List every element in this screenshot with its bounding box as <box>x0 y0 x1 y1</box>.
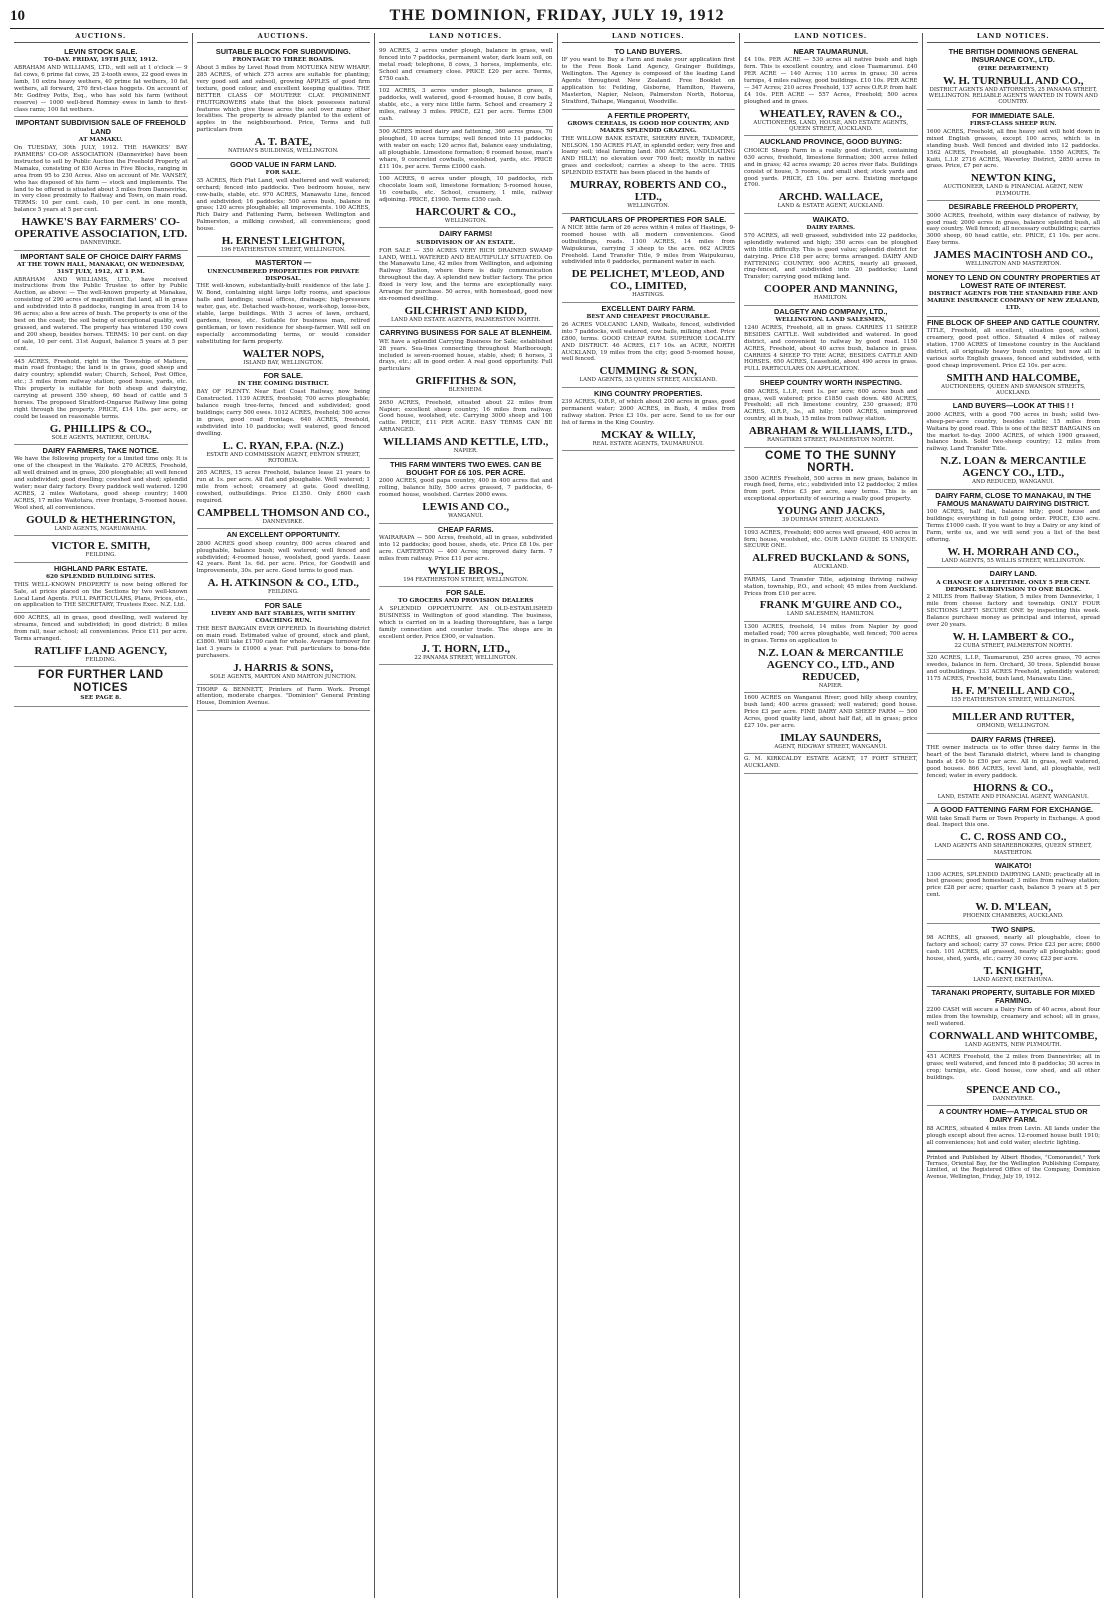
ad-agent-address: WANGANUI. <box>448 513 484 520</box>
ad-agent-name: ALFRED BUCKLAND & SONS, <box>752 552 910 565</box>
ad-body: FARMS, Land Transfer Title, adjoining thriving railway station, township, P.O., and school; 45 miles from Auckland. Prices from £10 per acre. <box>744 576 918 597</box>
advertisement <box>562 110 736 214</box>
ad-agent-address: FEILDING. <box>85 552 116 559</box>
ad-title: DAIRY FARMERS, TAKE NOTICE. <box>42 446 159 456</box>
ad-agent-address: LAND AND ESTATE AGENTS, PALMERSTON NORTH. <box>391 316 541 323</box>
ad-agent-address: WELLINGTON AND MASTERTON. <box>965 261 1062 268</box>
ad-agent-name: HIORNS & CO., <box>973 781 1054 794</box>
column-5 <box>739 33 922 1598</box>
ad-body: 1240 ACRES, Freehold, all in grass. CARRIES 11 SHEEP. BESIDES CATTLE. Well subdivided and watered. In good district, and convenient to railway by good road. 1150 ACRES, Freehold, about 40 acres bush, balance in grass. CARRIES 4 SHEEP TO THE ACRE, BESIDES CATTLE AND HORSES. 650 ACRES, Leasehold, about 490 acres in grass. FULL PARTICULARS ON APPLICATION. <box>744 324 918 373</box>
advertisement <box>927 568 1101 653</box>
ad-body: 102 ACRES, 3 acres under plough, balance grass, 8 paddocks, well watered, good 4-roomed house, 8 cow bails, stable, etc., a very nice little farm. School and creamery 2 miles, railway 3 miles. PRICE, £21 per acre. Terms £500 cash. <box>379 88 553 123</box>
ad-agent-name: A. H. ATKINSON & CO., LTD., <box>207 577 359 590</box>
column-heading: LAND NOTICES. <box>379 33 553 43</box>
ad-title: DAIRY FARMS! <box>439 229 493 239</box>
column-heading: LAND NOTICES. <box>927 33 1101 43</box>
advertisement <box>379 228 553 327</box>
advertisement <box>744 214 918 306</box>
ad-agent-name: H. F. M'NEILL AND CO., <box>951 684 1075 697</box>
advertisement <box>14 563 188 614</box>
ad-title: WAIKATO! <box>994 861 1032 871</box>
ad-agent-name: C. C. ROSS AND CO., <box>960 831 1067 844</box>
ad-agent-name: WYLIE BROS., <box>427 564 504 577</box>
advertisement <box>927 734 1101 804</box>
ad-body: 680 ACRES, L.I.P., rent 1s. per acre; 600 acres bush and grass, well watered; price £1850 cash down. 480 ACRES, Freehold; all rich limestone country, 230 grassed; 870 ACRES, O.R.P., 3s., all hilly; 1000 ACRES, unimproved country, all in bush, 15 miles from railway station. <box>744 388 918 423</box>
ad-subtitle: DAIRY FARMS. <box>806 225 856 232</box>
ad-agent-name: LEWIS AND CO., <box>422 501 510 514</box>
ad-body: 2 MILES from Railway Station, 5 miles from Dannevirke, 1 mile from cheese factory and township. ONLY FOUR SECTIONS LEFT! SECURE ONE by inspecting this week. Balance purchase money as principal and interest, spread over 20 years. <box>926 594 1100 629</box>
ad-agent-address: 196 FEATHERSTON STREET, WELLINGTON. <box>220 247 346 254</box>
advertisement <box>14 667 188 707</box>
ad-agent-name: N.Z. LOAN & MERCANTILE AGENCY CO., LTD., AND REDUCED, <box>757 646 904 683</box>
advertisement <box>927 924 1101 987</box>
advertisement <box>379 587 553 665</box>
advertisement <box>14 536 188 562</box>
ad-agent-name: CORNWALL AND WHITCOMBE, <box>929 1029 1098 1042</box>
ad-subtitle: FIRST-CLASS SHEEP RUN. <box>969 121 1057 128</box>
ad-body: A SPLENDID OPPORTUNITY. AN OLD-ESTABLISHED BUSINESS in Wellington of good standing. The business, which is carried on in a leading thoroughfare, has a large family connection and counter trade. The shops are in excellent order. Price £900, or valuation. <box>379 606 553 640</box>
advertisement <box>197 370 371 468</box>
ad-title: FOR SALE. <box>263 371 303 380</box>
advertisement <box>197 685 371 712</box>
ad-body: 35 ACRES, Rich Flat Land, well sheltered and well watered; orchard; fenced into paddocks. Two bedroom house, new cow-bails, stable, etc. 970 ACRES, Manawatu Line, fenced and subdivided; 16 paddocks; 500 acres bush, balance in grass; 120 acres ploughable; all improvements. 100 ACRES, Rich Dairy and Fattening Farm, between Wellington and Palmerston, a milking cowshed, all conveniences; good house. <box>196 177 370 233</box>
ad-body: 3000 ACRES, freehold, within easy distance of railway, by good road; 2000 acres in grass, balance splendid bush, all easy country. Well fenced; all necessary outbuildings; carries 3000 sheep, 60 head cattle, etc. PRICE, £1 10s. per acre. Easy terms. <box>926 212 1100 247</box>
ad-agent-address: WELLINGTON. <box>627 203 670 210</box>
ad-body: 500 ACRES mixed dairy and fattening, 360 acres grass, 70 ploughed, 10 acres turnips; well fenced into 11 paddocks; with water on each; 120 acres flat, balance easy undulating, all ploughable. Limestone formation; 6 roomed house, man's whare, 9 concreted cowbails, woolshed, yards, etc. PRICE £11 10s. per acre. Terms £3000 cash. <box>379 128 553 170</box>
ad-title: THIS FARM WINTERS TWO EWES. CAN BE BOUGHT FOR £6 10S. PER ACRE. <box>389 459 542 477</box>
ad-body: 26 ACRES VOLCANIC LAND, Waikato, fenced, subdivided into 7 paddocks, well watered, cow bails, milking shed. Price £800, terms. GOOD CHEAP FARM. SUPERIOR LOCALITY AND DISTRICT. 46 ACRES, £17 10s. an ACRE, NORTH AUCKLAND, 19 miles from the city; good 5-roomed house, well fenced. <box>561 321 735 363</box>
column-heading: LAND NOTICES. <box>562 33 736 43</box>
ad-agent-address: AUCKLAND. <box>813 564 849 571</box>
ad-agent-name: YOUNG AND JACKS, <box>776 505 885 518</box>
ad-body: On TUESDAY, 30th JULY, 1912. THE HAWKES' BAY FARMERS' CO-OP. ASSOCIATION (Dannevirke) have been instructed to sell by Public Auction the Freehold Property at Mamaku, consisting of 830 Acres in Five Blocks, ranging in area from 95 to 230 Acres. Also on account of Mr. VANSEY, who has disposed of his farm — stock and implements. The land to be offered is situated about 3 miles from Dannevirke, in very close proximity to Railway and Town, on main road. TERMS: 10 per cent. cash, 10 per cent. in one month, balance 5 years at 5 per cent. <box>14 145 188 214</box>
ad-agent-address: HAMILTON. <box>814 295 848 302</box>
ad-body: 99 ACRES, 2 acres under plough, balance in grass, well fenced into 7 paddocks, permanent water, dark loam soil, on metal road; telephone, 8 cows, 3 horses, implements, etc. School and creamery close. PRICE £20 per acre. Terms, £750 cash. <box>379 47 553 82</box>
advertisement <box>927 400 1101 489</box>
ad-title: EXCELLENT DAIRY FARM. <box>601 303 696 313</box>
ad-subtitle: FOR SALE. <box>265 169 301 176</box>
ad-title: SHEEP COUNTRY WORTH INSPECTING. <box>759 378 902 388</box>
ad-agent-name: GILCHRIST AND KIDD, <box>404 304 527 317</box>
ad-title: MASTERTON — <box>255 258 312 268</box>
ad-subtitle: TO GROCERS AND PROVISION DEALERS <box>398 598 534 605</box>
ad-body: 98 ACRES, all grassed, nearly all ploughable, close to factory and school; carry 37 cows. Price £23 per acre; £600 cash. 101 ACRES, all grassed, nearly all ploughable; good house, shed, yards, etc.; carry 30 cows; £23 per acre. <box>926 934 1100 962</box>
advertisement <box>14 357 188 446</box>
ad-title: DALGETY AND COMPANY, LTD., <box>774 306 888 316</box>
ad-agent-name: HAWKE'S BAY FARMERS' CO-OPERATIVE ASSOCIATION, LTD. <box>14 216 188 241</box>
ad-body: 2800 ACRES good sheep country, 800 acres cleared and ploughable, balance bush; well watered; well fenced and subdivided; 4-roomed house, woolshed, good yards. Lease 42 years. Rent 1s. 6d. per acre. Price, for Goodwill and Improvements, 30s. per acre. Good terms to good man. <box>196 540 370 575</box>
advertisement <box>927 804 1101 860</box>
ad-title: A GOOD FATTENING FARM FOR EXCHANGE. <box>933 805 1094 815</box>
ad-agent-address: DANNEVIRKE. <box>262 518 304 525</box>
ad-title: PARTICULARS OF PROPERTIES FOR SALE. <box>570 214 727 224</box>
ad-subtitle: 620 SPLENDID BUILDING SITES. <box>45 573 156 580</box>
ad-agent-address: DISTRICT AGENTS AND ATTORNEYS, 25 PANAMA STREET, WELLINGTON. RELIABLE AGENTS WANTED IN TOWN AND COUNTRY. <box>928 86 1098 106</box>
ad-title: DAIRY FARMS (THREE). <box>970 734 1056 744</box>
ad-subtitle: FRONTAGE TO THREE ROADS. <box>232 57 334 64</box>
ad-body: 445 ACRES, Freehold, right in the Township of Matiere, main road frontage; the land is in grass, good sheep and dairy country; splendid water; Church, School, Post Office, etc.; 3 miles from railway station; good house, yards, etc. This property is suitable for both sheep and dairying, carrying at present 350 sheep, 60 head of cattle and 5 horses. The proposed Stratford-Ongarue Railway line going right through the property. PRICE, £14 10s. per acre, or could be leased on reasonable terms. <box>14 358 188 420</box>
ad-subtitle: IN THE COMING DISTRICT. <box>237 381 329 388</box>
ad-agent-address: LAND AGENTS, NEW PLYMOUTH. <box>965 1041 1062 1048</box>
ad-agent-name: L. C. RYAN, F.P.A. (N.Z.) <box>222 439 344 452</box>
ad-agent-name: ARCHD. WALLACE, <box>778 191 883 204</box>
advertisement <box>14 251 188 357</box>
ad-agent-address: SOLE AGENTS, MARTON AND MARTON JUNCTION. <box>209 674 357 681</box>
ad-agent-address: 194 FEATHERSTON STREET, WELLINGTON. <box>403 576 529 583</box>
ad-agent-address: REAL ESTATE AGENTS, TAUMARUNUI. <box>592 440 704 447</box>
ad-body: 1093 ACRES, Freehold; 600 acres well grassed, 400 acres in fern; house, woolshed, etc. OUR LAND GUIDE IS UNIQUE. SECURE ONE. <box>744 529 918 550</box>
ad-agent-address: ORMOND, WELLINGTON. <box>976 723 1050 730</box>
advertisement <box>14 445 188 536</box>
advertisement <box>379 459 553 524</box>
ad-agent-name: IMLAY SAUNDERS, <box>780 731 882 744</box>
advertisement <box>379 524 553 587</box>
ad-title: IMPORTANT SUBDIVISION SALE OF FREEHOLD LAND <box>15 118 186 136</box>
ad-agent-address: LAND AGENTS, 55 WILLIS STREET, WELLINGTON. <box>941 557 1086 564</box>
ad-agent-name: A. T. BATE, <box>254 136 312 149</box>
ad-agent-name: WALTER NOPS, <box>242 347 324 360</box>
column-4 <box>557 33 740 1598</box>
advertisement <box>14 117 188 250</box>
ad-body: £4 10s. PER ACRE — 530 acres all native bush and high fern. This is excellent country, and close Tuamarunui. £40 PER ACRE — 140 Acres; 110 acres in grass; 30 acres turnips, 4 miles railway, good buildings. £10 10s. PER ACRE — 347 Acres; 210 acres Freehold, 137 acres O.R.P. from half. £4 10s. PER ACRE — 557 Acres, Freehold; 500 acres ploughed and in grass. <box>744 57 918 105</box>
ad-body: THE BEST BARGAIN EVER OFFERED. In flourishing district on main road. Estimated value of ground, stock and plant, £3800. Will take £1700 cash for whole. Average turnover for last 3 years is £1000 a year. Full particulars to bona-fide purchasers. <box>196 625 370 660</box>
ad-subtitle: SEE PAGE 8. <box>80 695 122 702</box>
ad-agent-name: W. D. M'LEAN, <box>975 901 1052 914</box>
ad-body: A NICE little farm of 26 acres within 4 miles of Hastings, 9-roomed house with all modern conveniences. Good outbuildings, roads. 1100 ACRES, 14 miles from Waipukurau, carrying 3 sheep to the acre. 662 ACRES Freehold. Land Transfer Title, 9 miles from Waipukurau, subdivided into 6 paddocks, permanent water in each. <box>561 224 735 266</box>
ad-title: DESIRABLE FREEHOLD PROPERTY, <box>948 202 1078 212</box>
ad-agent-address: LAND SALESMEN, HAMILTON. <box>786 611 875 618</box>
advertisement <box>744 754 918 774</box>
ad-body: 1300 ACRES, SPLENDID DAIRYING LAND; practically all in best grasses; good homestead; 3 miles from railway station; price £28 per acre; quarter cash, balance 5 years at 5 per cent. <box>926 871 1100 899</box>
ad-agent-name: SMITH AND HALCOMBE, <box>946 371 1081 384</box>
ad-subtitle: UNENCUMBERED PROPERTIES FOR PRIVATE DISPOSAL. <box>207 268 360 282</box>
advertisement <box>197 529 371 599</box>
ad-body: We have the following property for a limited time only. It is one of the cheapest in the Waikato. 270 ACRES, Freehold, all well drained and in grass, 200 ploughable; all well fenced and subdivided; good dwelling; cowshed and shed; splendid water; near dairy factory. Every paddock well watered. 1290 ACRES, 2 miles Waitotara, good sheep country; 1400 ACRES, 17 miles Waitotara, river frontage, 5-roomed house. Wool shed, all conveniences. <box>14 456 188 511</box>
ad-subtitle: WELLINGTON. LAND SALESMEN, <box>775 317 886 324</box>
advertisement <box>927 1106 1101 1151</box>
ad-agent-address: AND REDUCED, WANGANUI. <box>972 479 1055 486</box>
ad-body: CHOICE Sheep Farm in a really good district, containing 630 acres, freehold, limestone formation; 300 acres felled and in grass; 42 acres swamp; 20 acres river flats. Buildings consist of house, 5 rooms, and small shed; stock yards and good yards. PRICE, £5 10s. per acre. Existing mortgage £700. <box>744 147 918 189</box>
ad-subtitle: A CHANCE OF A LIFETIME. ONLY 5 PER CENT. DEPOSIT. SUBDIVISION TO ONE BLOCK. <box>936 579 1091 593</box>
ad-title: MONEY TO LEND ON COUNTRY PROPERTIES AT LOWEST RATE OF INTEREST. <box>926 272 1100 290</box>
column-6 <box>922 33 1105 1598</box>
ad-agent-name: CUMMING & SON, <box>599 365 697 378</box>
ad-title: A FERTILE PROPERTY, <box>607 110 690 120</box>
ad-agent-name: RATLIFF LAND AGENCY, <box>34 644 168 657</box>
ad-body: 2200 CASH will secure a Dairy Farm of 40 acres, about four miles from the township, creamery and school; all in grass, well watered. <box>926 1006 1100 1027</box>
ad-agent-name: GOULD & HETHERINGTON, <box>26 513 176 526</box>
ad-body: BAY OF PLENTY. Near East Coast Railway, now being Constructed. 1139 ACRES, freehold; 700 acres ploughable; balance rough tree-ferns, fenced and subdivided; good buildings; carry 500 ewes. 1012 ACRES, freehold; 500 acres in grass, good road frontage. 640 ACRES, freehold, subdivided into 10 paddocks; well watered, good fenced dwelling. <box>196 389 370 437</box>
ad-body: 1300 ACRES, freehold, 14 miles from Napier by good metalled road; 700 acres ploughable, well fenced; 700 acres in grass. Terms on application to <box>744 623 918 644</box>
ad-agent-address: DANNEVIRKE. <box>992 1095 1034 1102</box>
ad-agent-address: AUCTIONEER, LAND & FINANCIAL AGENT, NEW PLYMOUTH. <box>943 184 1083 197</box>
ad-title: SUITABLE BLOCK FOR SUBDIVIDING. <box>215 46 351 56</box>
ad-agent-name: MCKAY & WILLY, <box>601 428 696 441</box>
ad-agent-address: LAND AGENTS, NGARUAWAHIA. <box>54 525 147 532</box>
ad-agent-address: LAND & ESTATE AGENT, AUCKLAND. <box>777 203 884 210</box>
ad-body: 320 ACRES, L.I.P., Taumarunui, 250 acres grass, 70 acres swedes, balance in fern. Orchard, 30 trees. Splendid house and outbuildings. 133 ACRES Freehold, splendidly watered; 1175 ACRES, Freehold, bush land, Manawatu Line. <box>926 655 1100 683</box>
ad-body: IF you want to Buy a Farm and make your application first to the Free Book Land Agency, Grainger Buildings, Wellington. The Agency is composed of the leading Land Agents throughout New Zealand. Free Booklet on application to: Feilding, Gisborne, Hamilton, Hawera, Masterton, Napier, Nelson, Palmerston North, Rotorua, Stratford, Taihape, Wanganui, Woodville. <box>561 57 735 105</box>
ad-title: DAIRY LAND. <box>989 569 1037 579</box>
ad-title: FOR IMMEDIATE SALE. <box>972 110 1055 120</box>
ad-agent-name: W. H. TURNBULL AND CO., <box>942 74 1084 87</box>
advertisement <box>379 398 553 459</box>
ad-title: TARANAKI PROPERTY, SUITABLE FOR MIXED FARMING. <box>931 988 1096 1006</box>
ad-agent-address: NATHAN'S BUILDINGS, WELLINGTON. <box>227 148 339 155</box>
advertisement <box>562 303 736 388</box>
ad-agent-address: 22 CUBA STREET, PALMERSTON NORTH. <box>954 642 1073 649</box>
ad-agent-address: BLENHEIM. <box>448 387 483 394</box>
ad-agent-address: SOLE AGENTS, MATIERE, OHURA. <box>51 434 150 441</box>
ad-agent-name: GRIFFITHS & SON, <box>415 375 517 388</box>
ad-title: CARRYING BUSINESS FOR SALE AT BLENHEIM. <box>379 328 552 338</box>
advertisement <box>379 46 553 87</box>
ad-title: WAIKATO. <box>812 214 849 224</box>
ad-body: 100 ACRES, half flat, balance hilly; good house and buildings; everything in full going order. PRICE, £30 acre. Terms £1000 cash. If you want to buy a Dairy or any kind of Farm, write us, and we will send you a list of the best offering. <box>926 509 1100 544</box>
advertisement <box>744 136 918 213</box>
advertisement <box>927 46 1101 110</box>
ad-title: TWO SNIPS. <box>991 924 1036 934</box>
advertisement <box>14 613 188 667</box>
advertisement <box>744 306 918 378</box>
ad-agent-address: LAND AGENTS, 33 QUEEN STREET, AUCKLAND. <box>579 377 717 384</box>
ad-body: About 3 miles by Level Road from MOTUEKA NEW WHARF. 285 ACRES, of which 275 acres are suitable for planting; very good soil and subsoil, growing APPLES of good firm texture, good colour, and excellent keeping qualities. THE BETTER CLASS OF MOUTERE CLAY. PROMINENT FRUITGROWERS state that the block possesses natural features which give these acres the soil over many other localities. The property is already planted to the extent of apples in the neighbourhood. Price, Terms and full particulars from <box>196 65 370 134</box>
ad-body: ABRAHAM AND WILLIAMS, LTD., will sell at 1 o'clock — 9 fat cows, 6 prime fat cows, 25 2-tooth ewes, 22 good ewes in lamb, 10 extra heavy wethers, 40 prime fat wethers, 10 fat wethers, all forward, 270 first-class hoggets. On account of Mr. Godfrey Potts, Esq., who has sold his farm (without reserve) — 1000 well-bred Romney ewes in lamb to first-class rams; 100 fat wethers. <box>14 65 188 113</box>
ad-agent-address: ISLAND BAY, WELLINGTON. <box>243 359 324 366</box>
column-1 <box>10 33 192 1598</box>
advertisement <box>744 693 918 754</box>
ad-agent-address: FEILDING. <box>85 656 116 663</box>
ad-body: TITLE, Freehold, all excellent, situation good, school, creamery, good post office. Situated 4 miles of railway station. 1700 ACRES of limestone country in the Auckland district, all originally heavy bush country, but now all in various sorts English grasses, fenced and subdivided, with good cheap improvement. Price £2 10s. per acre. <box>926 328 1100 369</box>
ad-title: HIGHLAND PARK ESTATE. <box>53 563 148 573</box>
advertisement <box>927 272 1101 317</box>
ad-agent-address: LAND AGENT, EKETAHUNA. <box>973 976 1054 983</box>
ad-agent-address: 155 FEATHERSTON STREET, WELLINGTON. <box>950 696 1076 703</box>
ad-subtitle: SUBDIVISION OF AN ESTATE. <box>416 239 516 246</box>
advertisement <box>744 575 918 622</box>
ad-body: THE owner instructs us to offer three dairy farms in the heart of the best Taranaki district, where land is changing hands at £40 to £50 per acre. All in grass, well watered, good houses. 866 ACRES, level land, all ploughable, well fenced; water in every paddock. <box>926 745 1100 779</box>
ad-body: Will take Small Farm or Town Property in Exchange. A good deal. Inspect this one. <box>926 815 1100 829</box>
column-3 <box>374 33 557 1598</box>
advertisement <box>197 468 371 529</box>
ad-agent-address: FEILDING. <box>268 589 299 596</box>
ad-title: GOOD VALUE IN FARM LAND. <box>230 159 337 169</box>
advertisement <box>379 174 553 228</box>
ad-body: 2000 ACRES, good papa country, 400 in 400 acres flat and rolling, balance hilly, 500 acres grassed, 7 paddocks, 6-roomed house, woolshed. Carries 2000 ewes. <box>379 478 553 499</box>
ad-subtitle: BEST AND CHEAPEST PROCURABLE. <box>586 314 711 321</box>
advertisement <box>14 46 188 118</box>
ad-body: WE have a splendid Carrying Business for Sale; established 28 years. Sea-lines connecting throughout Marlborough; included is seven-roomed house, stable, shed; 6 horses, 3 drays, etc.; all in good order. A real good opportunity. Full particulars <box>379 338 553 373</box>
ad-body: 239 ACRES, O.R.P., of which about 200 acres in grass, good permanent water; 2000 ACRES, in Bush, 4 miles from railway station. Price £3 10s. per acre. Send to us for our list of farms in the King Country. <box>561 399 735 426</box>
ad-body: ABRAHAM AND WILLIAMS, LTD., have received instructions from the Public Trustee to offer by Public Auction, as above: — The well-known property at Manakau, consisting of 290 acres of magnificent flat land, all in grass and subdivided into 8 paddocks, ranging in area from 14 to 96 acres; also a few acres of bush. The property is one of the best on the coast; the soil being of exceptional quality, well grassed, and watered. The property has wintered 150 cows and 200 sheep, besides horses. TERMS: 10 per cent. on day of sale, 10 per cent. 31st August, balance 5 years at 5 per cent. <box>14 276 188 352</box>
column-heading: LAND NOTICES. <box>744 33 918 43</box>
ad-title: FOR SALE. <box>446 587 486 597</box>
column-heading: AUCTIONS. <box>197 33 371 43</box>
ad-agent-address: LAND, ESTATE AND FINANCIAL AGENT, WANGANUI. <box>937 793 1089 800</box>
ad-subtitle: LIVERY AND BAIT STABLES, WITH SMITHY COACHING RUN. <box>211 611 356 624</box>
newspaper-title: THE DOMINION, FRIDAY, JULY 19, 1912 <box>389 7 725 24</box>
ad-agent-address: NAPIER. <box>818 682 843 689</box>
ad-agent-address: DANNEVIRKE. <box>80 240 122 247</box>
ad-title: AN EXCELLENT OPPORTUNITY. <box>226 530 340 540</box>
advertisement <box>379 86 553 127</box>
ad-subtitle: (FIRE DEPARTMENT) <box>977 65 1049 72</box>
ad-agent-name: N.Z. LOAN & MERCANTILE AGENCY CO., LTD., <box>940 455 1087 480</box>
ad-agent-address: ESTATE AND COMMISSION AGENT, FENTON STREET, ROTORUA. <box>206 451 361 464</box>
ad-agent-name: COOPER AND MANNING, <box>763 283 898 296</box>
ad-title: CHEAP FARMS. <box>437 524 494 534</box>
ad-title: LAND BUYERS—LOOK AT THIS ! ! <box>952 401 1074 411</box>
ad-agent-name: MURRAY, ROBERTS AND CO., LTD., <box>570 179 727 204</box>
publisher-imprint: Printed and Published by Albert Rhodes, "Comorandel," York Terrace, Oriental Bay, for the Wellington Publishing Company, Limited, at the Registered Office of the Company, Dominion Avenue, Wellington, Friday, July 19, 1912. <box>927 1151 1101 1181</box>
ad-subtitle: DISTRICT AGENTS FOR THE STANDARD FIRE AND MARINE INSURANCE COMPANY OF NEW ZEALAND, LTD. <box>927 291 1100 311</box>
ad-body: THORP & BENNETT, Printers of Farm Work. Prompt attention, moderate charges. "Dominion" General Printing House, Dominion Avenue. <box>196 686 370 707</box>
ad-agent-address: LAND AGENTS AND SHAREBROKERS, QUEEN STREET, MASTERTON. <box>934 843 1092 856</box>
ad-body: WAIRARAPA — 500 Acres, freehold, all in grass, subdivided into 12 paddocks; good house, sheds, etc. Price £8 10s. per acre. CARTERTON — 400 Acres; improved dairy farm. 7 miles from railway. Price £11 per acre. <box>379 534 553 562</box>
ad-title: FOR SALE <box>264 600 302 610</box>
advertisement <box>197 46 371 159</box>
ad-agent-name: H. ERNEST LEIGHTON, <box>221 235 345 248</box>
ad-agent-address: AGENT, RIDGWAY STREET, WANGANUI. <box>774 743 888 750</box>
ad-title: KING COUNTRY PROPERTIES. <box>594 388 703 398</box>
advertisement <box>927 987 1101 1052</box>
ad-agent-name: W. H. MORRAH AND CO., <box>947 545 1080 558</box>
page-number: 10 <box>10 7 25 24</box>
ad-agent-name: W. H. LAMBERT & CO., <box>952 630 1074 643</box>
ad-title: FOR FURTHER LAND NOTICES <box>37 669 164 694</box>
column-2 <box>192 33 375 1598</box>
ad-agent-name: CAMPBELL THOMSON AND CO., <box>197 506 370 519</box>
advertisement <box>927 110 1101 201</box>
ad-title: LEVIN STOCK SALE. <box>64 46 138 56</box>
advertisement <box>744 46 918 137</box>
advertisement <box>927 707 1101 733</box>
ad-body: 88 ACRES, situated 4 miles from Levin. All lands under the plough except about five acres. 12-roomed house built 1910; all conveniences; hot and cold water, electric lighting. <box>926 1125 1100 1146</box>
ad-body: FOR SALE — 350 ACRES VERY RICH DRAINED SWAMP LAND, WELL WATERED AND BEAUTIFULLY SITUATED. On the Manawatu Line, 42 miles from Wellington, and adjoining Railway Station, where there is daily communication throughout the day. A splendid new butter factory. The price fixed is very low, and the terms are exceptionally easy. Arrange for purchase. 50 acres, with homestead, good new six-roomed dwelling. <box>379 247 553 302</box>
ad-agent-address: 39 DURHAM STREET, AUCKLAND. <box>782 517 880 524</box>
advertisement <box>562 388 736 451</box>
ad-agent-name: J. T. HORN, LTD., <box>421 642 510 655</box>
ad-body: 570 ACRES, all well grassed, subdivided into 22 paddocks, splendidly watered and high; 350 acres can be ploughed with little difficulty. This is good value; splendid district for dairying. Price £18 per acre; terms arranged. DAIRY AND FATTENING COUNTRY. 900 ACRES, nearly all grassed, ring-fenced, and subdivided into 20 paddocks; Land Transfer; carrying good milking land. <box>744 232 918 281</box>
ad-agent-address: HASTINGS. <box>632 292 665 299</box>
advertisement <box>197 257 371 370</box>
ad-agent-name: T. KNIGHT, <box>983 964 1043 977</box>
advertisement <box>927 653 1101 707</box>
ad-body: 1600 ACRES on Wanganui River; good hilly sheep country, bush land; 400 acres grassed; well watered; good house. Price £3 per acre. FINE DAIRY AND SHEEP FARM — 500 Acres, good quality land, about half flat, all in grass; price £27 10s. per acre. <box>744 694 918 729</box>
ad-body: THE WILLOW BANK ESTATE, SHERRY RIVER, TADMORE, NELSON. 150 ACRES FLAT, in splendid order; very free and loamy soil; ideal farming land. 800 ACRES, UNDULATING AND HILLY; no elevation over 700 feet; mostly in native grass and cocksfoot; carries a sheep to the acre. THIS SPLENDID ESTATE has been placed in the hands of <box>561 135 735 177</box>
advertisement <box>562 214 736 303</box>
ad-body: THE well-known, substantially-built residence of the late J. W. Bond, containing eight large lofty rooms, and spacious halls and landings; usual offices, drainage; high-pressure water, gas, etc. Detached wash-house, work-shop, loose-box, stable, large buildings. With 3 acres of lawn, orchard, gardens, trees, etc. Suitable for business man, retired gentleman, or town residence for sheep-farmer. Will sell on especially accommodating terms, or would consider substituting for farm property. <box>196 283 370 345</box>
advertisement <box>197 600 371 685</box>
advertisement <box>744 528 918 575</box>
columns <box>10 33 1104 1598</box>
ad-agent-address: NAPIER. <box>453 448 478 455</box>
ad-agent-name: VICTOR E. SMITH, <box>51 540 151 553</box>
ad-agent-name: DE PELICHET, M'LEOD, AND CO., LIMITED, <box>571 268 725 293</box>
ad-title: COME TO THE SUNNY NORTH. <box>764 449 897 475</box>
ad-agent-address: PHOENIX CHAMBERS, AUCKLAND. <box>962 913 1064 920</box>
ad-agent-name: G. PHILLIPS & CO., <box>49 422 152 435</box>
ad-body: 451 ACRES Freehold, the 2 miles from Dannevirke; all in grass; well watered, and fenced into 8 paddocks; 30 acres in crop; turnips, etc. Good house, cow shed, and all other buildings. <box>926 1053 1100 1081</box>
ad-agent-name: ABRAHAM & WILLIAMS, LTD., <box>748 425 913 438</box>
advertisement <box>744 622 918 693</box>
advertisement <box>197 159 371 258</box>
ad-agent-address: AUCTIONEERS, LAND, HOUSE, AND ESTATE AGENTS, QUEEN STREET, AUCKLAND. <box>753 119 909 133</box>
advertisement <box>927 201 1101 271</box>
ad-title: AUCKLAND PROVINCE, GOOD BUYING: <box>759 137 902 147</box>
advertisement <box>927 1052 1101 1106</box>
ad-agent-name: WHEATLEY, RAVEN & CO., <box>759 107 903 120</box>
ad-agent-address: AUCTIONEERS, QUEEN AND SWANSON STREETS, AUCKLAND. <box>941 383 1086 396</box>
advertisement <box>744 377 918 447</box>
ad-subtitle: AT MAMAKU. <box>78 137 123 144</box>
ad-title: DAIRY FARM, CLOSE TO MANAKAU, IN THE FAMOUS MANAWATU DAIRYING DISTRICT. <box>935 490 1092 509</box>
advertisement <box>562 46 736 110</box>
ad-body: 100 ACRES, 6 acres under plough, 10 paddocks, rich chocolate loam soil, limestone formation; 5-roomed house, 16 cowbails, etc. School, creamery, 1 mile, railway adjoining. PRICE, £1900. Terms £350 cash. <box>379 176 553 204</box>
advertisement <box>379 327 553 397</box>
advertisement <box>927 490 1101 569</box>
ad-agent-address: WELLINGTON. <box>444 218 487 225</box>
advertisement <box>927 317 1101 401</box>
ad-title: THE BRITISH DOMINIONS GENERAL INSURANCE COY., LTD. <box>948 46 1078 65</box>
ad-agent-name: MILLER AND RUTTER, <box>952 711 1075 724</box>
ad-agent-address: 22 PANAMA STREET, WELLINGTON. <box>414 654 518 661</box>
advertisement <box>744 448 918 528</box>
ad-agent-name: NEWTON KING, <box>970 172 1056 185</box>
ad-agent-name: HARCOURT & CO., <box>415 206 516 219</box>
masthead <box>10 4 1104 29</box>
ad-title: TO LAND BUYERS. <box>614 46 683 56</box>
ad-body: 600 ACRES, all in grass, good dwelling, well watered by streams, fenced and subdivided; in good district; 8 miles from rail, near school; all conveniences. Price £11 per acre. Terms arranged. <box>14 615 188 643</box>
ad-subtitle: TO-DAY. FRIDAY, 19TH JULY, 1912. <box>43 57 158 64</box>
ad-body: 265 ACRES, 15 acres Freehold, balance lease 21 years to run at 1s. per acre. All flat and ploughable. Well watered; 1 mile from school; creamery at gate. Good dwelling, cowshed, outbuildings. Price £1350. Only £600 cash required. <box>196 470 370 504</box>
ad-subtitle: GROWS CEREALS, IS GOOD HOP COUNTRY, AND MAKES SPLENDID GRAZING. <box>567 121 730 134</box>
column-heading: AUCTIONS. <box>14 33 188 43</box>
ad-body: G. M. KIRKCALDY ESTATE AGENT, 17 FORT STREET, AUCKLAND. <box>744 755 918 769</box>
ad-body: 3500 ACRES Freehold, 500 acres in new grass, balance in rough feed, ferns, etc.; subdivided into 12 paddocks; 2 miles from port. Price £3 per acre, easy terms. This is an exceptional opportunity of securing a really good property. <box>744 475 918 503</box>
ad-agent-name: FRANK M'GUIRE AND CO., <box>759 599 902 612</box>
ad-body: 1600 ACRES, Freehold, all fine heavy soil will hold down in mixed English grasses, except 100 acres, which is in standing bush. Well fenced and divided into 12 paddocks. 1562 ACRES, Freehold, all ploughable. 1550 ACRES, Te Kuiti, L.I.P. 2716 ACRES, Waverley District, 2850 acres in grass. Price, £7 per acre. <box>926 128 1100 170</box>
ad-title: NEAR TAUMARUNUI. <box>793 46 869 56</box>
ad-agent-name: WILLIAMS AND KETTLE, LTD., <box>383 436 549 449</box>
ad-title: IMPORTANT SALE OF CHOICE DAIRY FARMS <box>20 251 182 261</box>
ad-title: FINE BLOCK OF SHEEP AND CATTLE COUNTRY. <box>927 317 1100 327</box>
advertisement <box>927 860 1101 923</box>
ad-agent-name: SPENCE AND CO., <box>966 1083 1061 1096</box>
ad-body: THIS WELL-KNOWN PROPERTY is now being offered for Sale, at prices placed on the Sections by two well-known Local Land Agents. FULL PARTICULARS, Plans, Prices, etc., on application to THE SECRETARY, Trustees Exec. N.Z. Ltd. <box>14 581 188 609</box>
ad-body: 2000 ACRES, with a good 700 acres in bush; solid two-sheep-per-acre country, besides cattle; 15 miles from Waitara by good road. This is one of the BEST BARGAINS on the market to-day. 2000 ACRES, of which 1900 grassed, balance bush. Solid two-sheep country; 12 miles from railway. Land Transfer Title. <box>926 411 1100 453</box>
ad-title: A COUNTRY HOME—A TYPICAL STUD OR DAIRY FARM. <box>938 1106 1088 1125</box>
ad-agent-address: RANGITIKEI STREET, PALMERSTON NORTH. <box>767 437 895 444</box>
advertisement <box>379 127 553 174</box>
ad-body: 2650 ACRES, Freehold, situated about 22 miles from Napier; excellent sheep country; 16 miles from railway. Good house, woolshed, etc. Carrying 3000 sheep and 100 cattle. PRICE, £11 PER ACRE. EASY TERMS CAN BE ARRANGED. <box>379 399 553 434</box>
ad-agent-name: JAMES MACINTOSH AND CO., <box>933 249 1094 262</box>
ad-agent-name: J. HARRIS & SONS, <box>233 662 334 675</box>
ad-subtitle: AT THE TOWN HALL, MANAKAU, ON WEDNESDAY, 31ST JULY, 1912, AT 1 P.M. <box>16 261 185 275</box>
